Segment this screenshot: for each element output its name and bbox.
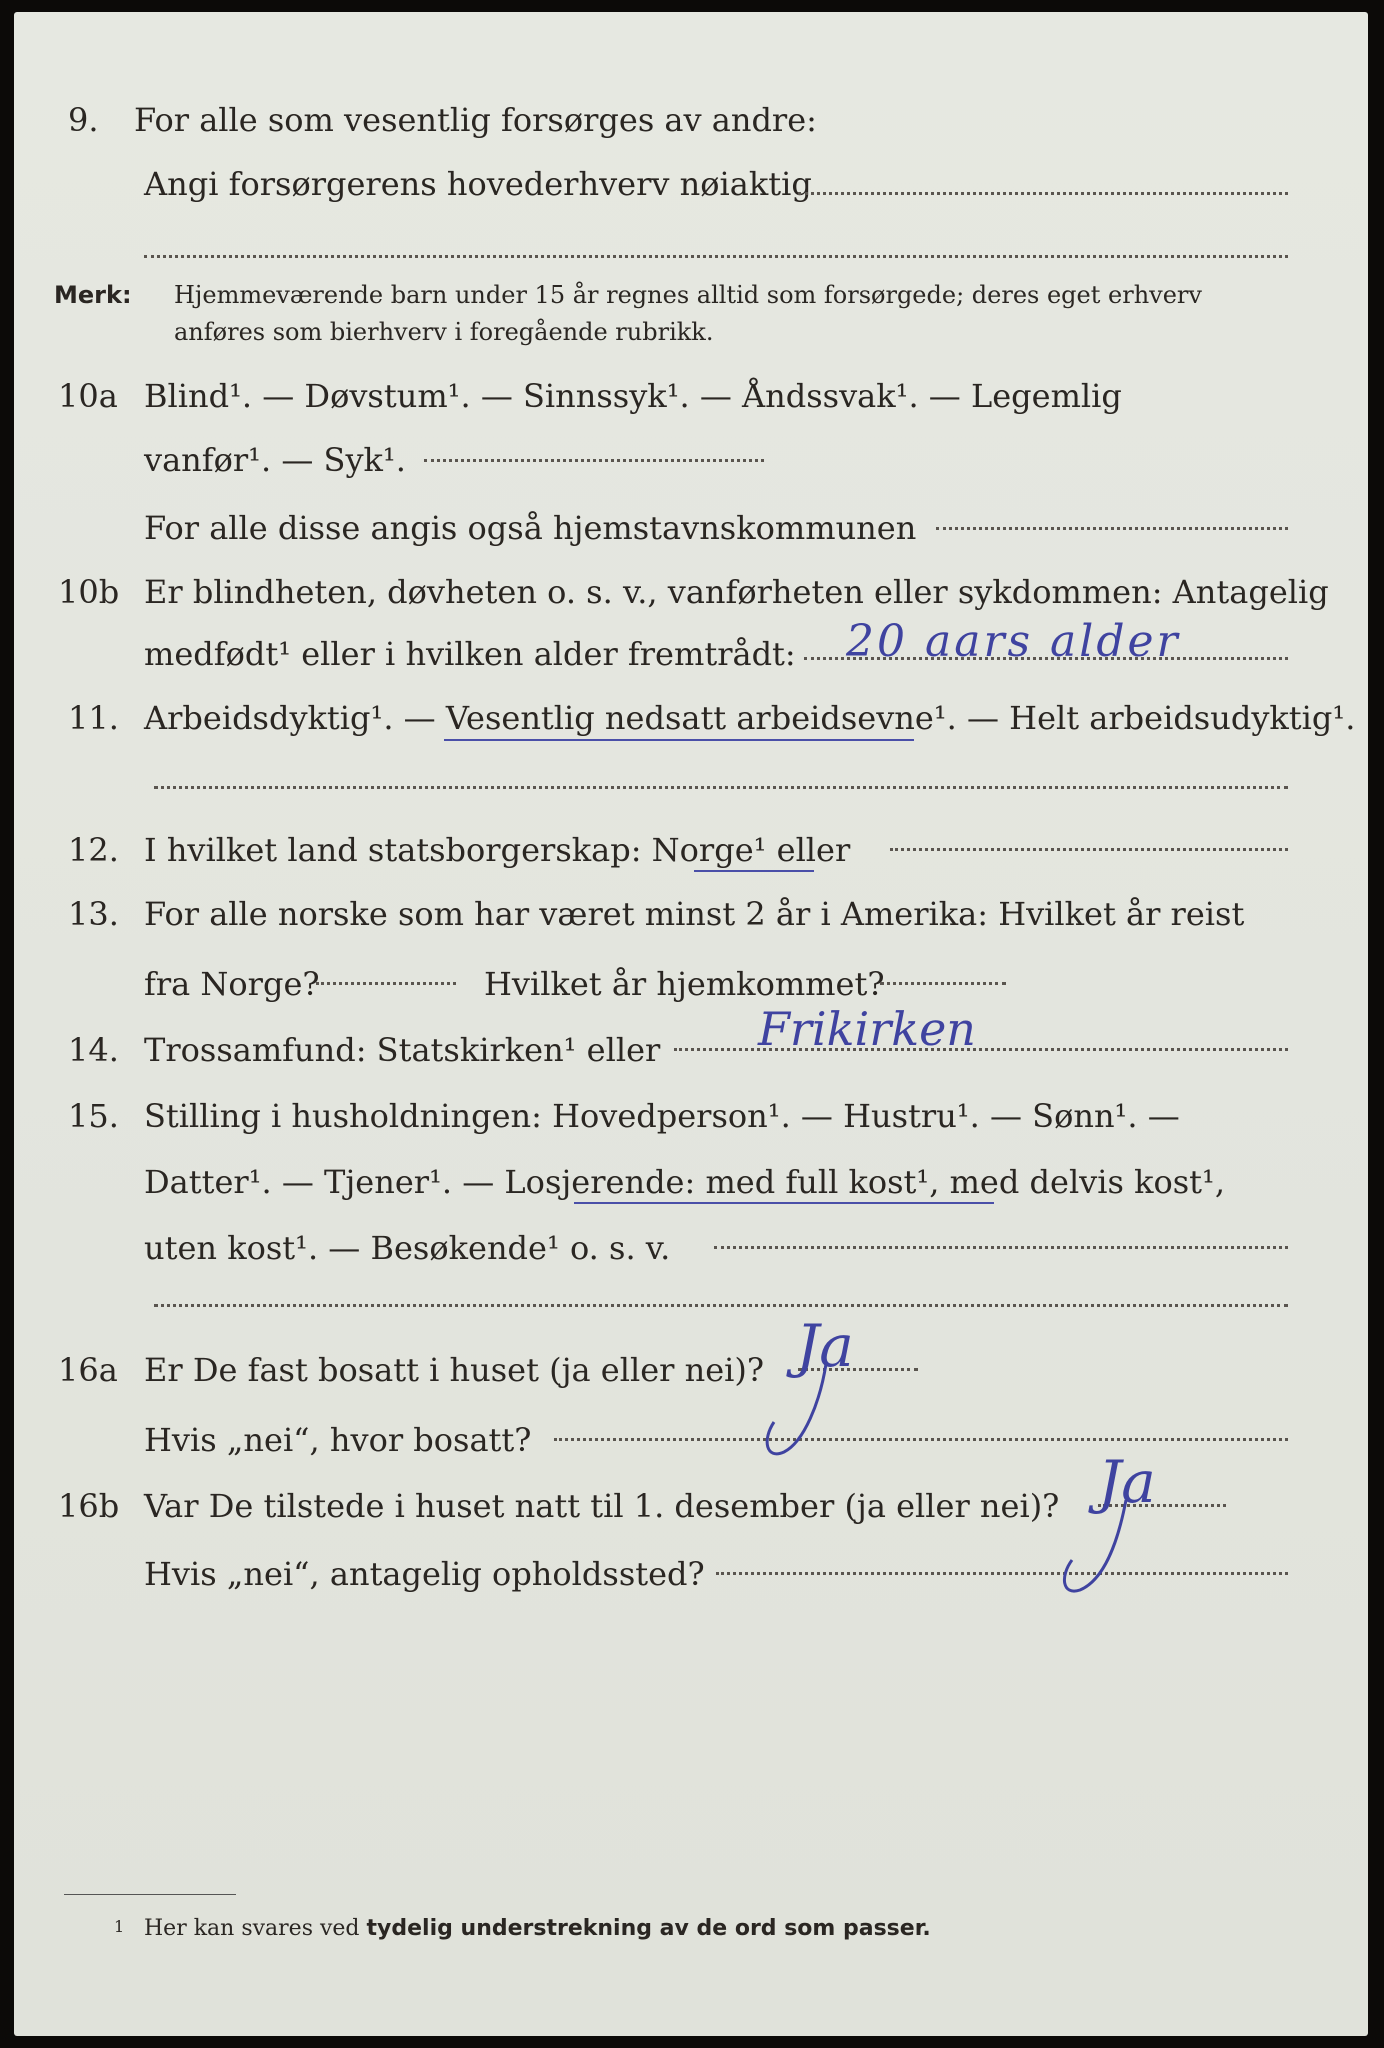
- q16a-number: 16a: [58, 1351, 118, 1389]
- footnote-text-bold: tydelig understrekning av de ord som passer.: [366, 1916, 931, 1941]
- merk-label: Merk:: [54, 281, 132, 309]
- q12-number: 12.: [68, 831, 119, 869]
- footnote-text-plain: Her kan svares ved: [144, 1916, 360, 1941]
- merk-line2: anføres som bierhverv i foregående rubrikk.: [174, 318, 714, 346]
- q14-line1: Trossamfund: Statskirken¹ eller: [144, 1031, 661, 1069]
- q16b-number: 16b: [58, 1487, 120, 1525]
- q9-line2: Angi forsørgerens hovederhverv nøiaktig: [144, 165, 812, 203]
- merk-line1: Hjemmeværende barn under 15 år regnes alltid som forsørgede; deres eget erhverv: [174, 281, 1202, 309]
- q10b-line2: medfødt¹ eller i hvilken alder fremtrådt:: [144, 635, 796, 673]
- footnote-rule: [64, 1894, 236, 1895]
- q12-line1: I hvilket land statsborgerskap: Norge¹ eller: [144, 831, 851, 869]
- q13-number: 13.: [68, 895, 119, 933]
- q10a-number: 10a: [58, 377, 118, 415]
- q10b-number: 10b: [58, 573, 120, 611]
- q10a-line1: Blind¹. — Døvstum¹. — Sinnssyk¹. — Åndssvak¹. — Legemlig: [144, 377, 1122, 415]
- q16b-j-stroke: [1064, 1500, 1126, 1591]
- q11-line1: Arbeidsdyktig¹. — Vesentlig nedsatt arbeidsevne¹. — Helt arbeidsudyktig¹.: [144, 699, 1356, 737]
- q16b-line1: Var De tilstede i huset natt til 1. desember (ja eller nei)?: [144, 1487, 1060, 1525]
- census-form-page: [14, 12, 1368, 2036]
- q14-handwritten-answer: Frikirken: [758, 1002, 976, 1056]
- q9-line1: For alle som vesentlig forsørges av andre:: [134, 101, 817, 139]
- q16a-j-stroke: [767, 1364, 826, 1454]
- q16b-handwritten-answer: Ja: [1098, 1448, 1156, 1516]
- q13-line2a: fra Norge?: [144, 965, 320, 1003]
- q10b-handwritten-answer: 20 aars alder: [846, 616, 1181, 667]
- footnote-mark: 1: [114, 1917, 125, 1936]
- q10a-line2: vanfør¹. — Syk¹.: [144, 441, 406, 479]
- q10b-line1: Er blindheten, døvheten o. s. v., vanførheten eller sykdommen: Antagelig: [144, 573, 1329, 611]
- q15-line3: uten kost¹. — Besøkende¹ o. s. v.: [144, 1229, 671, 1267]
- q16a-handwritten-answer: Ja: [796, 1312, 854, 1380]
- q9-number: 9.: [68, 101, 99, 139]
- footnote-text: [144, 1914, 931, 1944]
- q15-line1: Stilling i husholdningen: Hovedperson¹. — Hustru¹. — Sønn¹. —: [144, 1097, 1180, 1135]
- q10a-line3: For alle disse angis også hjemstavnskommunen: [144, 509, 917, 547]
- q16a-line1: Er De fast bosatt i huset (ja eller nei)?: [144, 1351, 765, 1389]
- q11-number: 11.: [68, 699, 119, 737]
- q15-line2: Datter¹. — Tjener¹. — Losjerende: med full kost¹, med delvis kost¹,: [144, 1163, 1226, 1201]
- q15-number: 15.: [68, 1097, 119, 1135]
- q16b-line2: Hvis „nei“, antagelig opholdssted?: [144, 1555, 705, 1593]
- q13-line2b: Hvilket år hjemkommet?: [484, 965, 885, 1003]
- q13-line1: For alle norske som har været minst 2 år i Amerika: Hvilket år reist: [144, 895, 1245, 933]
- handwriting-strokes: [14, 12, 1368, 2036]
- q16a-line2: Hvis „nei“, hvor bosatt?: [144, 1421, 532, 1459]
- q14-number: 14.: [68, 1031, 119, 1069]
